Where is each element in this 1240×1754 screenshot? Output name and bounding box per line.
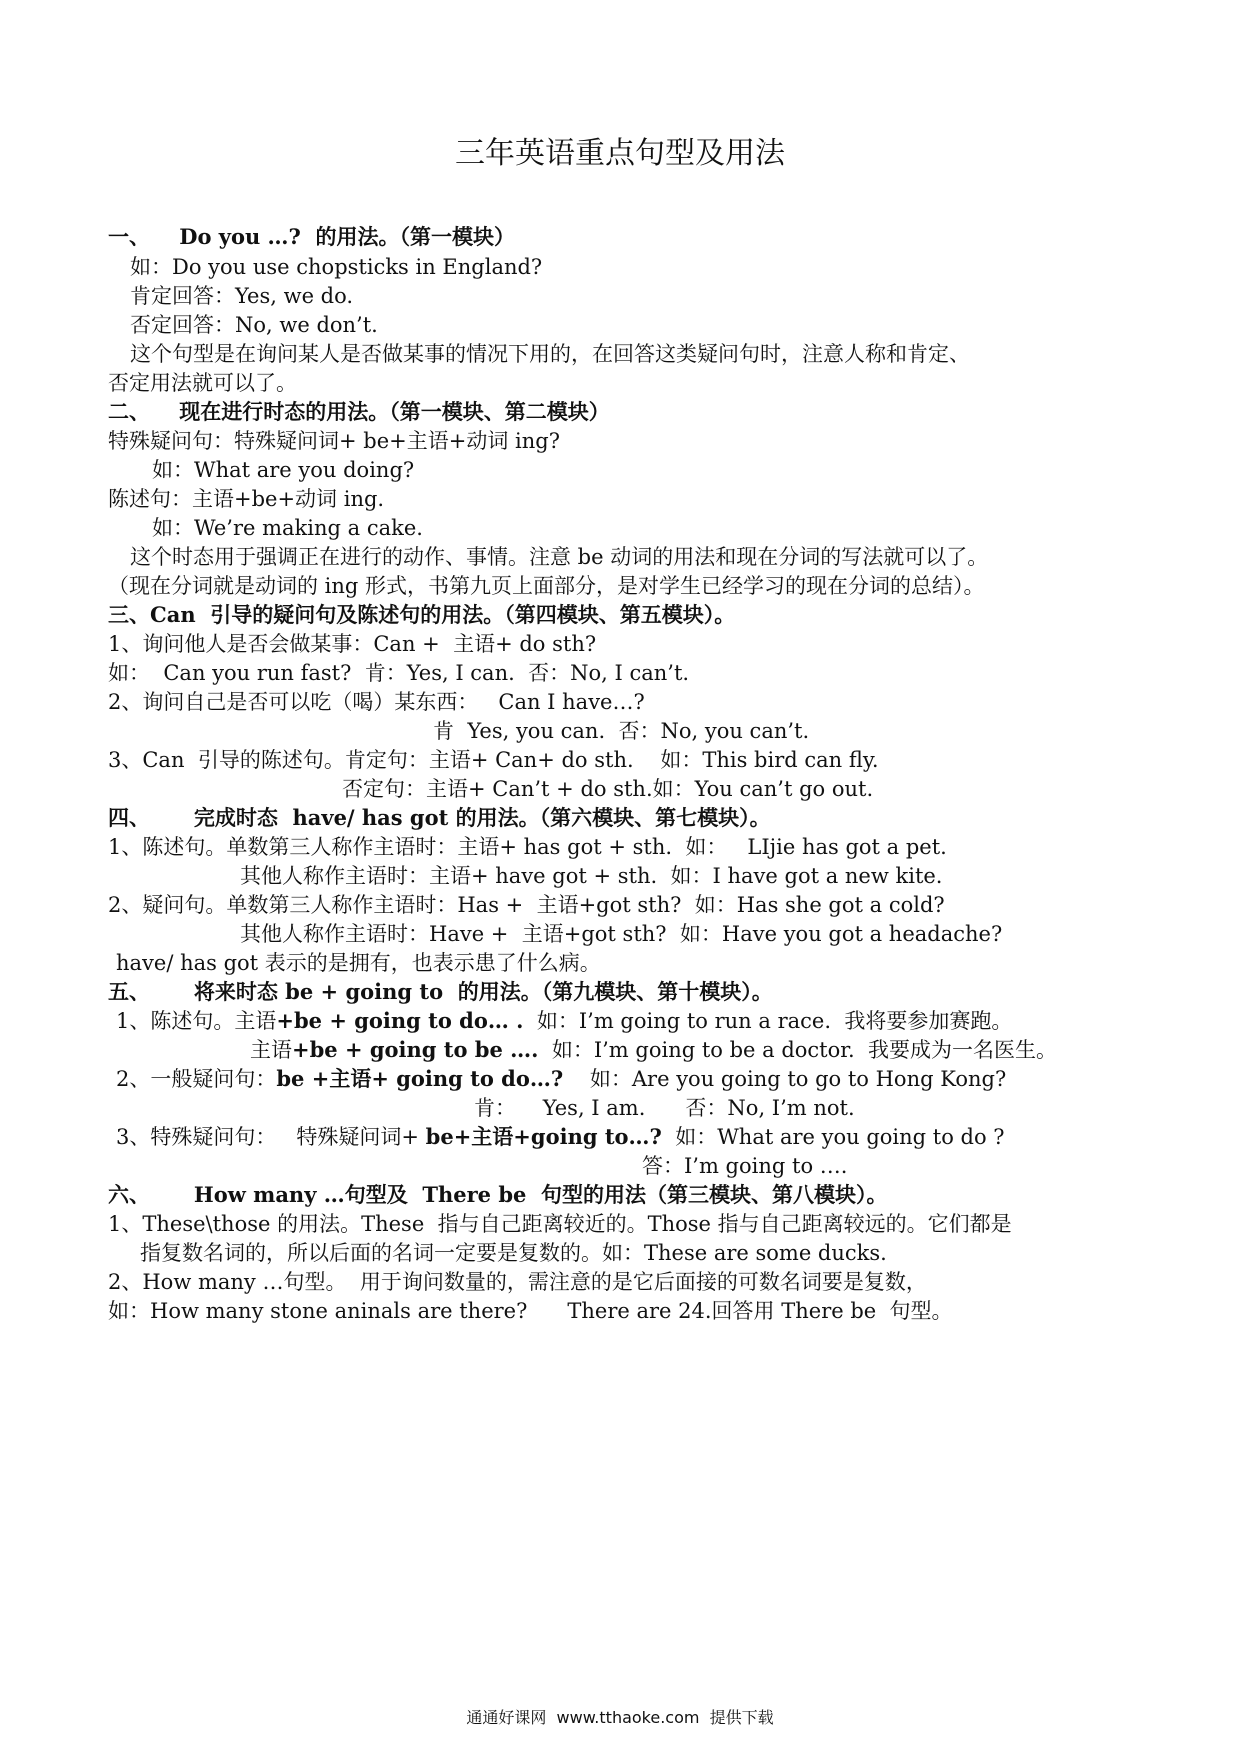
text-line: 肯： Yes, I am. 否：No, I’m not. [474,1096,855,1120]
section-6-heading: 六、 How many …句型及 There be 句型的用法（第三模块、第八模块）。 [108,1182,888,1207]
text-line: 否定用法就可以了。 [108,371,297,395]
text-line: 其他人称作主语时：主语+ have got + sth. 如：I have got a new kite. [240,864,943,888]
text-run: 1、陈述句。主语 [116,1009,277,1033]
text-line: 2、疑问句。单数第三人称作主语时：Has + 主语+got sth? 如：Has she got a cold? [108,893,945,917]
text-line: 如：Do you use chopsticks in England? [130,255,543,279]
text-line: 3、Can 引导的陈述句。肯定句：主语+ Can+ do sth. 如：This bird can fly. [108,748,879,772]
text-line: （现在分词就是动词的 ing 形式，书第九页上面部分，是对学生已经学习的现在分词的总结）。 [108,574,985,598]
section-5-heading: 五、 将来时态 be + going to 的用法。（第九模块、第十模块）。 [108,979,773,1004]
text-run: 如：What are you going to do ? [661,1125,1005,1149]
text-run: 2、一般疑问句： [116,1067,277,1091]
text-line: 指复数名词的，所以后面的名词一定要是复数的。如：These are some ducks. [140,1241,887,1265]
text-line [116,1007,1012,1035]
text-line: 2、询问自己是否可以吃（喝）某东西： Can I have…? [108,690,645,714]
section-4-heading: 四、 完成时态 have/ has got 的用法。（第六模块、第七模块）。 [108,805,771,830]
text-run: 主语 [250,1038,292,1062]
text-line: 答：I’m going to …. [642,1154,848,1178]
text-line: 1、陈述句。单数第三人称作主语时：主语+ has got + sth. 如： LIjie has got a pet. [108,835,947,859]
text-line: 1、These\those 的用法。These 指与自己距离较近的。Those 指与自己距离较远的。它们都是 [108,1212,1012,1236]
text-line: 如： Can you run fast? 肯：Yes, I can. 否：No, I can’t. [108,661,690,685]
text-line: 这个时态用于强调正在进行的动作、事情。注意 be 动词的用法和现在分词的写法就可以了。 [130,545,989,569]
text-line: 其他人称作主语时：Have + 主语+got sth? 如：Have you got a headache? [240,922,1003,946]
text-line: 2、How many …句型。 用于询问数量的，需注意的是它后面接的可数名词要是复数， [108,1270,927,1294]
text-run: 如：Are you going to go to Hong Kong? [563,1067,1007,1091]
text-line [116,1123,1005,1151]
pattern-bold: +be + going to do… . [276,1008,524,1033]
page-footer: 通通好课网 www.tthaoke.com 提供下载 [466,1708,774,1727]
text-line: 如：How many stone aninals are there? There are 24.回答用 There be 句型。 [108,1299,953,1323]
text-line: have/ has got 表示的是拥有，也表示患了什么病。 [116,951,601,975]
text-line [250,1036,1057,1064]
text-line: 特殊疑问句：特殊疑问词+ be+主语+动词 ing? [108,429,560,453]
section-1-heading: 一、 Do you …? 的用法。（第一模块） [108,224,515,249]
pattern-bold: +be + going to be …. [292,1037,539,1062]
text-line: 这个句型是在询问某人是否做某事的情况下用的，在回答这类疑问句时，注意人称和肯定、 [130,342,970,366]
text-line [116,1065,1006,1093]
text-line: 肯定回答：Yes, we do. [130,284,354,308]
text-line: 如：We’re making a cake. [152,516,423,540]
text-line: 肯 Yes, you can. 否：No, you can’t. [433,719,810,743]
section-3-heading: 三、Can 引导的疑问句及陈述句的用法。（第四模块、第五模块）。 [108,602,736,627]
text-line: 1、询问他人是否会做某事：Can + 主语+ do sth? [108,632,597,656]
text-line: 否定句：主语+ Can’t + do sth.如：You can’t go out. [342,777,874,801]
pattern-bold: be+主语+going to…? [425,1124,662,1149]
pattern-bold: be +主语+ going to do…? [276,1066,564,1091]
text-line: 如：What are you doing? [152,458,415,482]
text-line: 否定回答：No, we don’t. [130,313,378,337]
text-line: 陈述句：主语+be+动词 ing. [108,487,385,511]
page-title: 三年英语重点句型及用法 [455,136,785,171]
section-2-heading: 二、 现在进行时态的用法。（第一模块、第二模块） [108,399,610,424]
text-run: 3、特殊疑问句： 特殊疑问词+ [116,1125,426,1149]
text-run: 如：I’m going to be a doctor. 我要成为一名医生。 [538,1038,1058,1062]
text-run: 如：I’m going to run a race. 我将要参加赛跑。 [523,1009,1013,1033]
